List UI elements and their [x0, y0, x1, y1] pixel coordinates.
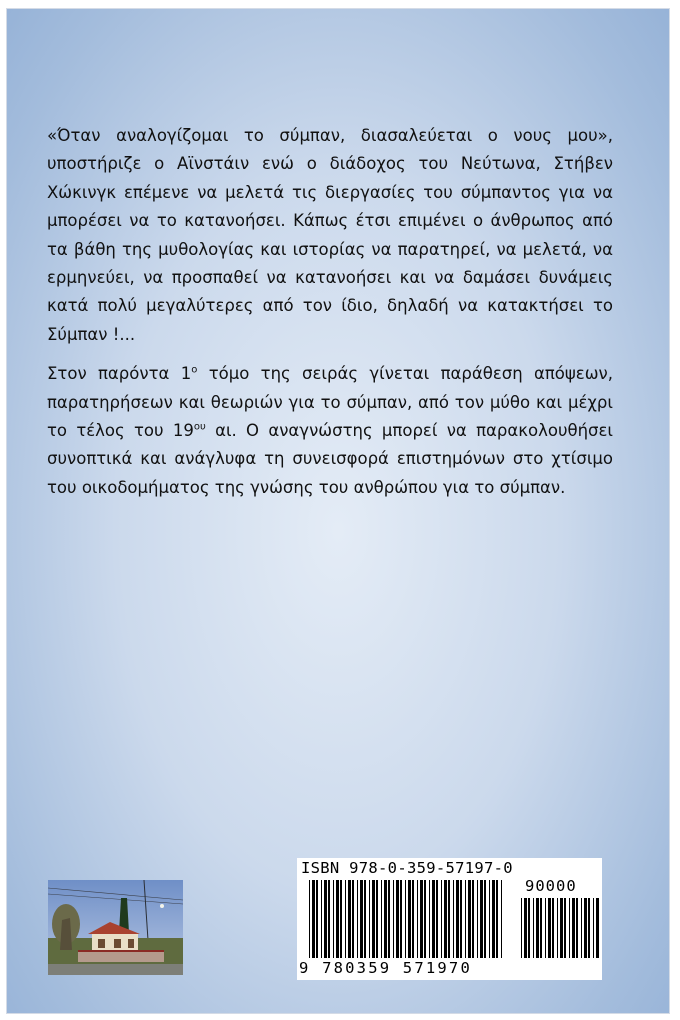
isbn-label: ISBN 978-0-359-57197-0 — [301, 859, 513, 877]
barcode-bar — [309, 880, 310, 958]
barcode-bar — [381, 880, 382, 958]
barcode-bar — [477, 880, 478, 958]
barcode-bar — [588, 898, 590, 958]
barcode-bar — [596, 898, 599, 958]
barcode-bar — [369, 880, 370, 958]
barcode-bar — [357, 880, 358, 958]
barcode-bar — [492, 880, 495, 958]
barcode-bar — [576, 898, 578, 958]
barcode-bar — [552, 898, 554, 958]
barcode-bar — [345, 880, 346, 958]
barcode-bar — [432, 880, 435, 958]
barcode-bar — [460, 880, 462, 958]
barcode-bar — [324, 880, 327, 958]
blurb-paragraph-2-part-2: τόμο της σειράς γίνεται παράθεση απόψεων, παρατηρήσεων και θεωριών για το σύμπαν, από τον μύθο και μέχρι το τέλος του 19 — [47, 364, 613, 441]
barcode-bar — [340, 880, 342, 958]
barcode-bar — [408, 880, 411, 958]
barcode-bar — [424, 880, 426, 958]
barcode-bar — [528, 898, 530, 958]
barcode-bar — [540, 898, 542, 958]
barcode-bar — [548, 898, 551, 958]
barcode-bar — [465, 880, 466, 958]
barcode-bar — [489, 880, 490, 958]
barcode-bar — [436, 880, 438, 958]
barcode-bar — [557, 898, 558, 958]
ean-digits: 9 780359 571970 — [299, 959, 472, 977]
barcode-bar — [564, 898, 566, 958]
barcode-bar — [429, 880, 430, 958]
house-photo-image — [48, 880, 183, 975]
barcode-bar — [453, 880, 454, 958]
isbn-barcode — [297, 858, 602, 980]
price-code: 90000 — [525, 877, 577, 895]
blurb-paragraph-2-part-1: Στον παρόντα 1 — [47, 364, 192, 384]
barcode-bar — [501, 880, 502, 958]
barcode-bar — [456, 880, 459, 958]
barcode-bar — [364, 880, 366, 958]
barcode-bar — [348, 880, 351, 958]
barcode-bar — [468, 880, 471, 958]
barcode-bar — [420, 880, 423, 958]
barcode-bar — [480, 880, 483, 958]
barcode-bar — [405, 880, 406, 958]
barcode-bar — [545, 898, 546, 958]
barcode-bar — [569, 898, 570, 958]
barcode-bar — [441, 880, 442, 958]
barcode-bar — [393, 880, 394, 958]
barcode-bar — [396, 880, 399, 958]
blurb-text — [47, 122, 613, 513]
barcode-bar — [372, 880, 375, 958]
barcode-bar — [472, 880, 474, 958]
barcode-bar — [400, 880, 402, 958]
barcode-bar — [376, 880, 378, 958]
barcode-bar — [312, 880, 315, 958]
barcode-bar — [484, 880, 486, 958]
barcode-bar — [444, 880, 447, 958]
ordinal-superscript-2: ου — [193, 421, 206, 433]
barcode-bar — [448, 880, 450, 958]
barcode-bar — [336, 880, 339, 958]
barcode-bar — [581, 898, 582, 958]
barcode-bar — [584, 898, 587, 958]
barcode-bar — [572, 898, 575, 958]
barcode-bar — [536, 898, 539, 958]
barcode-bar — [388, 880, 390, 958]
barcode-bar — [352, 880, 354, 958]
blurb-paragraph-2-part-3: αι. Ο αναγνώστης μπορεί να παρακολουθήσει συνοπτικά και ανάγλυφα τη συνεισφορά επιστημόνων στο χτίσιμο του οικοδομήματος της γνώσης του ανθρώπου για το σύμπαν. — [47, 421, 613, 497]
barcode-bar — [360, 880, 363, 958]
barcode-bar — [524, 898, 527, 958]
blurb-paragraph-2 — [47, 360, 613, 502]
barcode-bar — [333, 880, 334, 958]
barcode-bar — [321, 880, 322, 958]
barcode-bar — [417, 880, 418, 958]
barcode-bar — [412, 880, 414, 958]
barcode-bar — [560, 898, 563, 958]
blurb-paragraph-1: «Όταν αναλογίζομαι το σύμπαν, διασαλεύεται ο νους μου», υποστήριζε ο Αϊνστάιν ενώ ο διάδοχος του Νεύτωνα, Στήβεν Χώκινγκ επέμενε να μελετά τις διεργασίες του σύμπαντος για να μπορέσει να το κατανοήσει. Κάπως έτσι επιμένει ο άνθρωπος από τα βάθη της μυθολογίας και ιστορίας να παρατηρεί, να μελετά, να ερμηνεύει, να προσπαθεί να κατανοήσει και να δαμάσει δυνάμεις κατά πολύ μεγαλύτερες από τον ίδιο, δηλαδή να κατακτήσει το Σύμπαν !... — [47, 126, 613, 344]
barcode-bar — [593, 898, 594, 958]
barcode-bar — [496, 880, 498, 958]
barcode-bar — [316, 880, 318, 958]
barcode-bar — [328, 880, 330, 958]
barcode-bar — [533, 898, 534, 958]
barcode-bar — [521, 898, 522, 958]
ordinal-superscript-1: ο — [191, 364, 198, 376]
barcode-bar — [384, 880, 387, 958]
house-photo — [48, 880, 183, 975]
